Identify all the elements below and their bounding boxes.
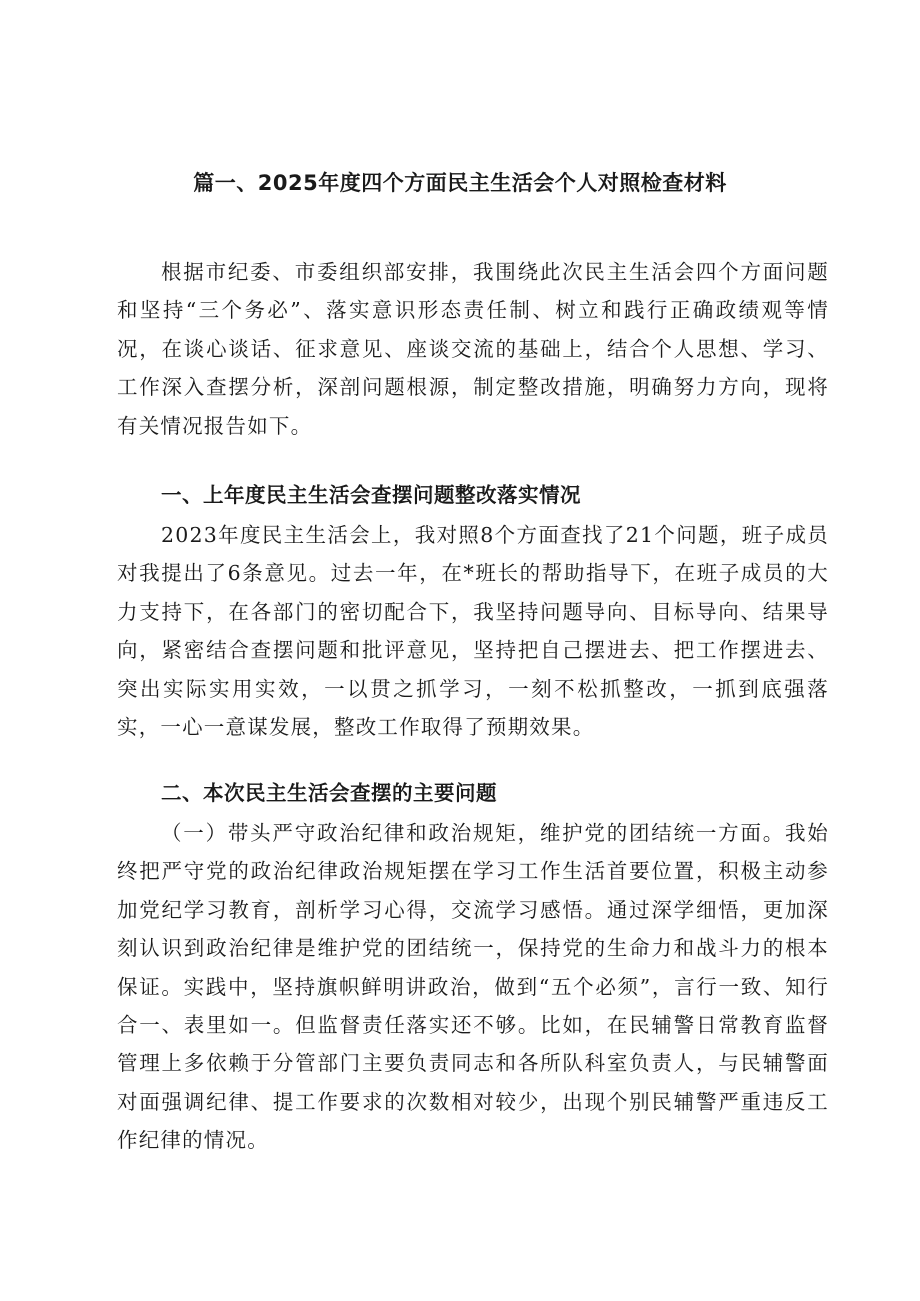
- document-title: 篇一、2025年度四个方面民主生活会个人对照检查材料: [193, 171, 727, 195]
- section-2-paragraph: （一）带头严守政治纪律和政治规矩，维护党的团结统一方面。我始终把严守党的政治纪律政治规矩摆在学习工作生活首要位置，积极主动参加党纪学习教育，剖析学习心得，交流学习感悟。通过深学细悟，更加深刻认识到政治纪律是维护党的团结统一，保持党的生命力和战斗力的根本保证。实践中，坚持旗帜鲜明讲政治，做到“五个必须”，言行一致、知行合一、表里如一。但监督责任落实还不够。比如，在民辅警日常教育监督管理上多依赖于分管部门主要负责同志和各所队科室负责人，与民辅警面对面强调纪律、提工作要求的次数相对较少，出现个别民辅警严重违反工作纪律的情况。: [117, 821, 829, 1153]
- section-2-heading: 二、本次民主生活会查摆的主要问题: [161, 781, 497, 805]
- section-1-paragraph: 2023年度民主生活会上，我对照8个方面查找了21个问题，班子成员对我提出了6条意见。过去一年，在*班长的帮助指导下，在班子成员的大力支持下，在各部门的密切配合下，我坚持问题导向、目标导向、结果导向，紧密结合查摆问题和批评意见，坚持把自己摆进去、把工作摆进去、突出实际实用实效，一以贯之抓学习，一刻不松抓整改，一抓到底强落实，一心一意谋发展，整改工作取得了预期效果。: [117, 523, 829, 740]
- intro-paragraph: 根据市纪委、市委组织部安排，我围绕此次民主生活会四个方面问题和坚持“三个务必”、落实意识形态责任制、树立和践行正确政绩观等情况，在谈心谈话、征求意见、座谈交流的基础上，结合个人思想、学习、工作深入查摆分析，深剖问题根源，制定整改措施，明确努力方向，现将有关情况报告如下。: [117, 260, 829, 438]
- section-1-heading: 一、上年度民主生活会查摆问题整改落实情况: [161, 483, 581, 507]
